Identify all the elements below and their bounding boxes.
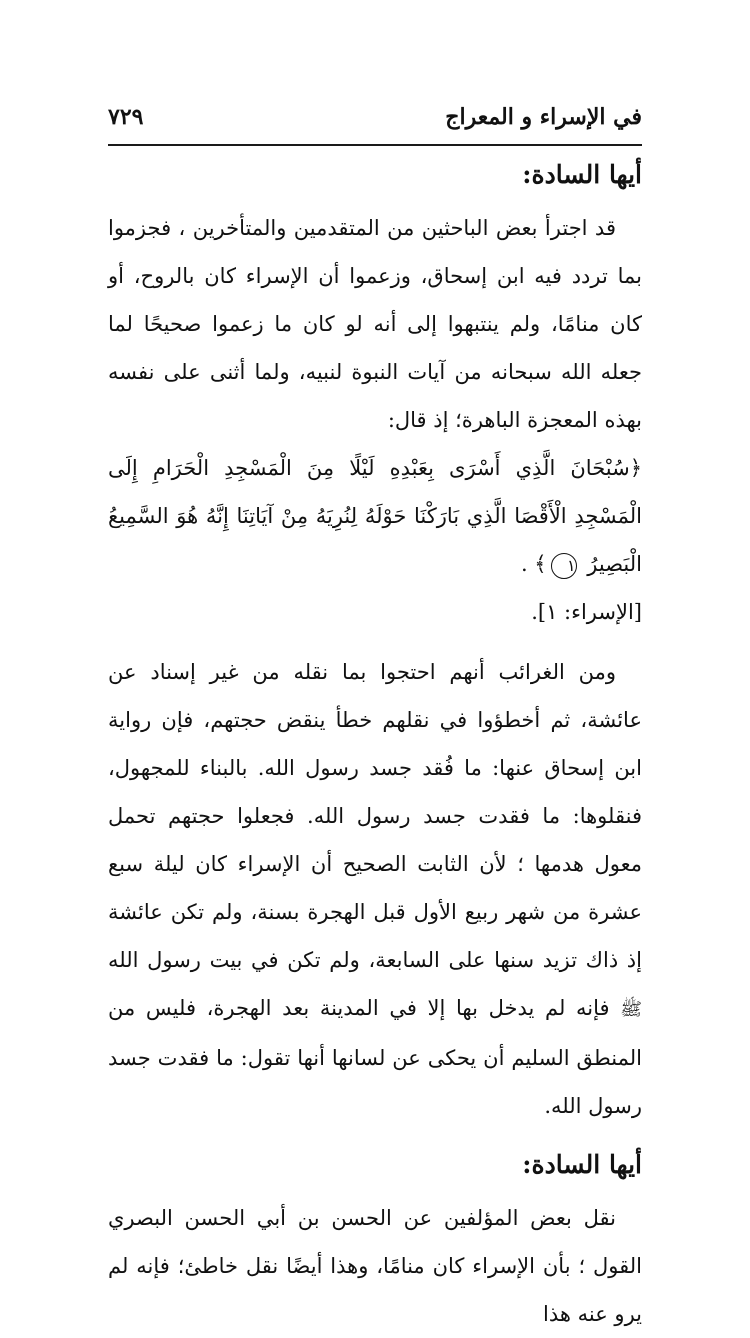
quran-line: الَّذِي بَارَكْنَا حَوْلَهُ لِنُرِيَهُ مِنْ آيَاتِنَا إِنَّهُ هُوَ السَّمِيعُ الْبَصِيرُ xyxy=(108,504,642,576)
quran-line: ﴿سُبْحَانَ الَّذِي أَسْرَى بِعَبْدِهِ لَيْلًا مِنَ الْمَسْجِدِ الْحَرَامِ إِلَى الْمَسْجِدِ الْأَقْصَا xyxy=(108,456,643,528)
text-line: ومن الغرائب أنهم احتجوا بما نقله من غير إسناد عن عائشة، ثم xyxy=(108,660,642,732)
page-content xyxy=(108,150,642,1338)
ayah-number-marker: ١ xyxy=(551,553,577,579)
text-line: فإنه لم يدخل بها إلا في المدينة بعد xyxy=(282,996,610,1020)
text-line: تكن في بيت رسول الله xyxy=(108,948,321,972)
text-line: رسول الله. فجعلوا حجتهم تحمل معول هدمها ؛ لأن الثابت xyxy=(108,804,642,876)
paragraph xyxy=(108,648,642,1130)
text-line: آيات النبوة لنبيه، ولما أثنى على نفسه بهذه المعجزة الباهرة؛ إذ قال: xyxy=(108,360,642,432)
verse-reference: [الإسراء: ١]. xyxy=(531,600,642,624)
section-heading: أيها السادة: xyxy=(522,1150,642,1179)
running-title: في الإسراء و المعراج xyxy=(445,104,642,130)
text-line: الصحيح أن الإسراء كان ليلة سبع عشرة من شهر ربيع الأول قبل xyxy=(108,852,642,924)
text-line: الهجرة، فليس من المنطق السليم أن يحكى عن لسانها أنها تقول: ما xyxy=(108,996,642,1070)
text-line: بأن الإسراء كان منامًا، وهذا أيضًا نقل خاطئ؛ فإنه لم يرو عنه هذا xyxy=(108,1254,642,1326)
text-line: فقدت جسد رسول الله. xyxy=(108,1046,642,1118)
salla-ligature: ﷺ xyxy=(620,999,642,1020)
text-line: ما فُقد جسد رسول الله. بالبناء للمجهول، فنقلوها: ما فقدت جسد xyxy=(108,756,642,828)
quran-verse xyxy=(108,444,642,588)
quran-close: ﴾ . xyxy=(520,552,547,576)
text-line: أخطؤوا في نقلهم خطأ ينقض حجتهم، فإن رواية ابن إسحاق عنها: xyxy=(108,708,642,780)
text-line: تردد فيه ابن إسحاق، وزعموا أن الإسراء كان بالروح، أو كان منامًا، xyxy=(108,264,643,336)
paragraph xyxy=(108,204,642,444)
running-header xyxy=(108,100,642,146)
text-line: نقل بعض المؤلفين عن الحسن بن أبي الحسن البصري القول ؛ xyxy=(108,1206,642,1278)
page-number: ٧٢٩ xyxy=(108,104,144,130)
text-line: قد اجترأ بعض الباحثين من المتقدمين والمتأخرين ، فجزموا بما xyxy=(108,216,642,288)
text-line: ولم ينتبهوا إلى أنه لو كان ما زعموا صحيحًا لما جعله الله سبحانه من xyxy=(108,312,642,384)
section-heading: أيها السادة: xyxy=(522,160,642,189)
paragraph xyxy=(108,1194,642,1338)
text-line: الهجرة بسنة، ولم تكن عائشة إذ ذاك تزيد سنها على السابعة، ولم xyxy=(108,900,642,972)
